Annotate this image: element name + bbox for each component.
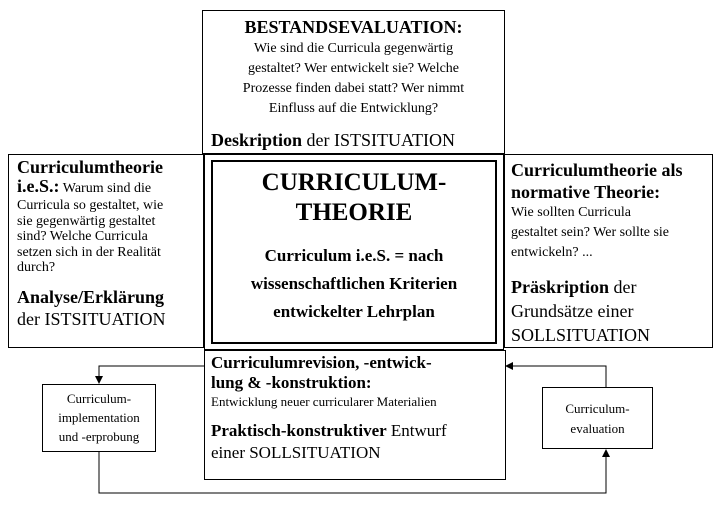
- text-line: Curriculum-: [66, 391, 132, 406]
- arrow-revision-to-implementation: [99, 366, 204, 383]
- text-line: implementation: [58, 410, 140, 425]
- curriculum-implementation-box: [42, 384, 156, 452]
- curriculum-evaluation-box: [542, 387, 653, 449]
- revision-subtext: Entwicklung neuer curricularer Materialien: [211, 394, 437, 409]
- entwurf-rest: Entwurf: [386, 421, 447, 440]
- right-questions: [511, 203, 712, 263]
- revision-heading-line2: lung & -konstruktion:: [211, 373, 372, 392]
- entwurf-line2: einer SOLLSITUATION: [211, 443, 381, 462]
- text-line: Einfluss auf die Entwicklung?: [268, 101, 439, 116]
- curriculumtheorie-ies-box: [8, 154, 204, 348]
- text-line: evaluation: [570, 421, 625, 436]
- deskription-rest: der ISTSITUATION: [302, 130, 455, 150]
- bestandsevaluation-heading: BESTANDSEVALUATION:: [244, 17, 463, 37]
- text-line: und -erprobung: [58, 429, 140, 444]
- curriculumrevision-box: [204, 350, 506, 480]
- center-title-line2: THEORIE: [295, 199, 413, 226]
- text-line: gestaltet? Wer entwickelt sie? Welche: [247, 61, 460, 76]
- deskription-label: [203, 130, 504, 151]
- left-heading: Curriculumtheorie: [17, 157, 163, 177]
- text-line: Curricula so gestaltet, wie: [17, 198, 164, 213]
- text-line: gestaltet sein? Wer sollte sie: [511, 225, 670, 240]
- text-line: Curriculum-: [565, 401, 630, 416]
- text-line: wissenschaftlichen Kriterien: [250, 274, 458, 293]
- text-line: Prozesse finden dabei statt? Wer nimmt: [242, 81, 465, 96]
- left-heading-line2: [17, 177, 203, 198]
- center-definition: [213, 242, 495, 326]
- text-line: entwickelter Lehrplan: [273, 302, 435, 321]
- bestandsevaluation-questions: [203, 39, 504, 119]
- text-line: durch?: [17, 260, 56, 275]
- deskription-bold: Deskription: [211, 130, 303, 150]
- text-line: SOLLSITUATION: [511, 325, 650, 345]
- text-line: Wie sollten Curricula: [511, 205, 631, 220]
- right-heading-line1: Curriculumtheorie als: [511, 160, 683, 180]
- praeskription-label: [511, 275, 712, 299]
- text-line: Wie sind die Curricula gegenwärtig: [253, 41, 454, 56]
- left-inline-text: Warum sind die: [59, 181, 152, 196]
- text-line: setzen sich in der Realität: [17, 244, 161, 260]
- normative-theorie-box: [504, 154, 713, 348]
- text-line: sie gegenwärtig gestaltet: [17, 213, 156, 229]
- praeskription-rest: der: [609, 277, 637, 297]
- analyse-erklaerung-label: Analyse/Erklärung: [17, 286, 165, 307]
- praeskription-bold: Präskription: [511, 277, 610, 297]
- revision-heading-line1: Curriculumrevision, -entwick-: [211, 353, 432, 372]
- text-line: Grundsätze einer: [511, 301, 634, 321]
- arrow-evaluation-to-revision: [506, 366, 606, 387]
- bestandsevaluation-box: [202, 10, 505, 154]
- text-line: Curriculum i.e.S. = nach: [264, 246, 444, 265]
- text-line: sind? Welche Curricula: [17, 229, 148, 244]
- left-questions: [17, 198, 203, 276]
- curriculumtheorie-center-box: [204, 154, 504, 350]
- left-heading-ies: i.e.S.:: [17, 176, 60, 196]
- entwurf-label: [211, 420, 505, 442]
- right-heading-line2: normative Theorie:: [511, 182, 661, 202]
- analyse-erklaerung-rest: der ISTSITUATION: [17, 308, 166, 329]
- entwurf-bold: Praktisch-konstruktiver: [211, 421, 387, 440]
- center-inner-frame: [211, 160, 497, 344]
- center-title-line1: CURRICULUM-: [261, 169, 447, 196]
- text-line: entwickeln? ...: [511, 245, 593, 260]
